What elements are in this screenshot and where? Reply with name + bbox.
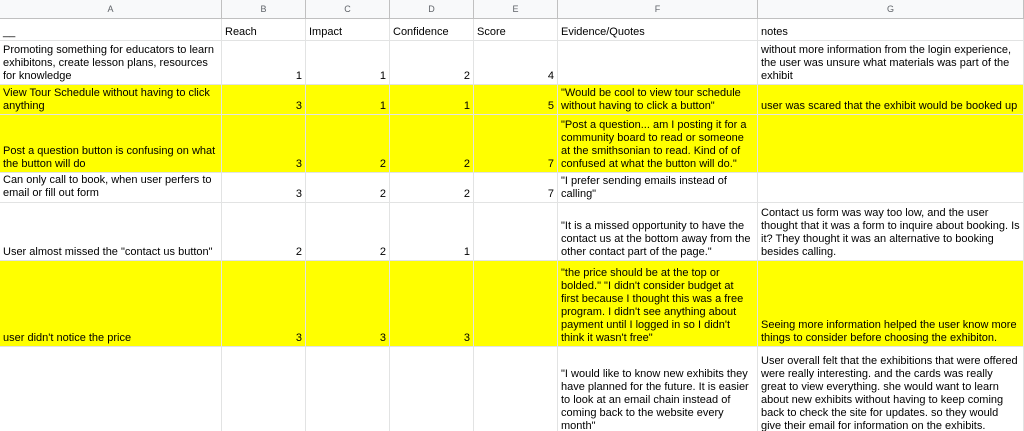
column-header-c[interactable]: C (306, 0, 390, 18)
table-row (0, 203, 1024, 261)
cell-score[interactable] (474, 85, 558, 115)
cell-confidence[interactable] (390, 347, 474, 431)
cell-reach[interactable] (222, 347, 306, 431)
cell-text: 7 (547, 158, 554, 170)
cell-evidence-header[interactable] (558, 19, 758, 41)
cell-evidence[interactable] (558, 115, 758, 173)
cell-text: Evidence/Quotes (561, 26, 645, 38)
cell-text: User overall felt that the exhibitions that were offered were really interesting. and the cards was really great to view everything. she would want to learn about new exhibits without having to keep coming back to check the site for updates. so they would give their email for information on the exhibits. (761, 355, 1018, 431)
cell-text: 2 (463, 70, 470, 82)
cell-text: without more information from the login experience, the user was unsure what materials was part of the exhibit (761, 44, 1012, 82)
cell-text: 2 (463, 188, 470, 200)
cell-issue[interactable] (0, 115, 222, 173)
cell-impact-header[interactable] (306, 19, 390, 41)
cell-text: 3 (379, 332, 386, 344)
cell-text: notes (761, 26, 788, 38)
cell-reach[interactable] (222, 173, 306, 203)
cell-evidence[interactable] (558, 173, 758, 203)
cell-text: 3 (295, 332, 302, 344)
cell-text: __ (3, 26, 16, 38)
cell-text: user didn't notice the price (3, 332, 132, 344)
cell-impact[interactable] (306, 203, 390, 261)
cell-impact[interactable] (306, 173, 390, 203)
cell-issue[interactable] (0, 203, 222, 261)
table-header-row (0, 19, 1024, 41)
cell-text: View Tour Schedule without having to click anything (3, 87, 210, 112)
cell-text: Contact us form was way too low, and the user thought that it was a form to inquire about booking. Is it? They thought it was an alternative to booking besides calling. (761, 207, 1020, 258)
cell-text: 1 (379, 70, 386, 82)
cell-reach[interactable] (222, 41, 306, 85)
cell-text: 2 (463, 158, 470, 170)
cell-text: 2 (379, 188, 386, 200)
cell-confidence[interactable] (390, 85, 474, 115)
cell-text: Impact (309, 26, 343, 38)
cell-a-header[interactable] (0, 19, 222, 41)
table-row (0, 173, 1024, 203)
cell-reach[interactable] (222, 85, 306, 115)
cell-text: "I prefer sending emails instead of calling" (561, 175, 727, 200)
cell-notes[interactable] (758, 347, 1024, 431)
cell-text: 7 (547, 188, 554, 200)
cell-text: 2 (379, 158, 386, 170)
cell-text: "the price should be at the top or bolded." "I didn't consider budget at first because I thought this was a free program. I didn't see anything about payment until I logged in so I didn't think it wasn't free" (561, 267, 744, 344)
column-header-f[interactable]: F (558, 0, 758, 18)
column-header-e[interactable]: E (474, 0, 558, 18)
cell-text: Reach (225, 26, 257, 38)
cell-text: Score (477, 26, 506, 38)
cell-impact[interactable] (306, 261, 390, 347)
cell-impact[interactable] (306, 347, 390, 431)
cell-evidence[interactable] (558, 203, 758, 261)
cell-text: 2 (379, 246, 386, 258)
cell-text: 4 (547, 70, 554, 82)
cell-notes-header[interactable] (758, 19, 1024, 41)
cell-text: Confidence (393, 26, 449, 38)
cell-impact[interactable] (306, 115, 390, 173)
cell-issue[interactable] (0, 85, 222, 115)
cell-notes[interactable] (758, 85, 1024, 115)
column-header-b[interactable]: B (222, 0, 306, 18)
cell-confidence[interactable] (390, 173, 474, 203)
cell-evidence[interactable] (558, 347, 758, 431)
cell-issue[interactable] (0, 261, 222, 347)
column-header-bar (0, 0, 1024, 19)
cell-impact[interactable] (306, 85, 390, 115)
cell-reach[interactable] (222, 261, 306, 347)
cell-notes[interactable] (758, 261, 1024, 347)
cell-text: 1 (379, 100, 386, 112)
cell-score[interactable] (474, 115, 558, 173)
cell-text: "Post a question... am I posting it for a community board to read or someone at the smithsonian to read. Kind of of confused at what the button will do." (561, 119, 747, 170)
cell-notes[interactable] (758, 173, 1024, 203)
table-row (0, 347, 1024, 431)
cell-text: "It is a missed opportunity to have the contact us at the bottom away from the other contact part of the page." (561, 220, 751, 258)
cell-evidence[interactable] (558, 85, 758, 115)
cell-text: Can only call to book, when user perfers to email or fill out form (3, 174, 212, 199)
cell-text: 3 (463, 332, 470, 344)
cell-text: 1 (463, 100, 470, 112)
cell-notes[interactable] (758, 115, 1024, 173)
table-row (0, 261, 1024, 347)
cell-evidence[interactable] (558, 261, 758, 347)
cell-score[interactable] (474, 347, 558, 431)
cell-notes[interactable] (758, 41, 1024, 85)
cell-reach-header[interactable] (222, 19, 306, 41)
cell-text: 5 (547, 100, 554, 112)
cell-text: "I would like to know new exhibits they have planned for the future. It is easier to look at an email chain instead of coming back to the website every month" (561, 368, 749, 431)
cell-text: 2 (295, 246, 302, 258)
cell-issue[interactable] (0, 41, 222, 85)
cell-text: Seeing more information helped the user know more things to consider before choosing the exhibiton. (761, 319, 1017, 344)
table-row (0, 41, 1024, 85)
cell-confidence[interactable] (390, 41, 474, 85)
cell-reach[interactable] (222, 115, 306, 173)
cell-confidence[interactable] (390, 261, 474, 347)
cell-text: Promoting something for educators to learn exhibitons, create lesson plans, resources for knowledge (3, 44, 214, 82)
cell-text: 3 (295, 100, 302, 112)
cell-issue[interactable] (0, 347, 222, 431)
cell-text: 3 (295, 188, 302, 200)
cell-score[interactable] (474, 203, 558, 261)
cell-score[interactable] (474, 173, 558, 203)
cell-confidence[interactable] (390, 203, 474, 261)
table-row (0, 85, 1024, 115)
cell-text: user was scared that the exhibit would be booked up (761, 100, 1018, 112)
cell-confidence-header[interactable] (390, 19, 474, 41)
cell-reach[interactable] (222, 203, 306, 261)
cell-confidence[interactable] (390, 115, 474, 173)
cell-impact[interactable] (306, 41, 390, 85)
cell-text: "Would be cool to view tour schedule without having to click a button" (561, 87, 741, 112)
column-header-a[interactable]: A (0, 0, 222, 18)
cell-score-header[interactable] (474, 19, 558, 41)
cell-text: 1 (463, 246, 470, 258)
cell-text: 3 (295, 158, 302, 170)
column-header-d[interactable]: D (390, 0, 474, 18)
cell-evidence[interactable] (558, 41, 758, 85)
cell-score[interactable] (474, 261, 558, 347)
cell-issue[interactable] (0, 173, 222, 203)
cell-notes[interactable] (758, 203, 1024, 261)
table-row (0, 115, 1024, 173)
cell-text: Post a question button is confusing on what the button will do (3, 145, 216, 170)
column-header-g[interactable]: G (758, 0, 1024, 18)
cell-text: 1 (295, 70, 302, 82)
cell-text: User almost missed the "contact us button" (3, 246, 213, 258)
cell-score[interactable] (474, 41, 558, 85)
